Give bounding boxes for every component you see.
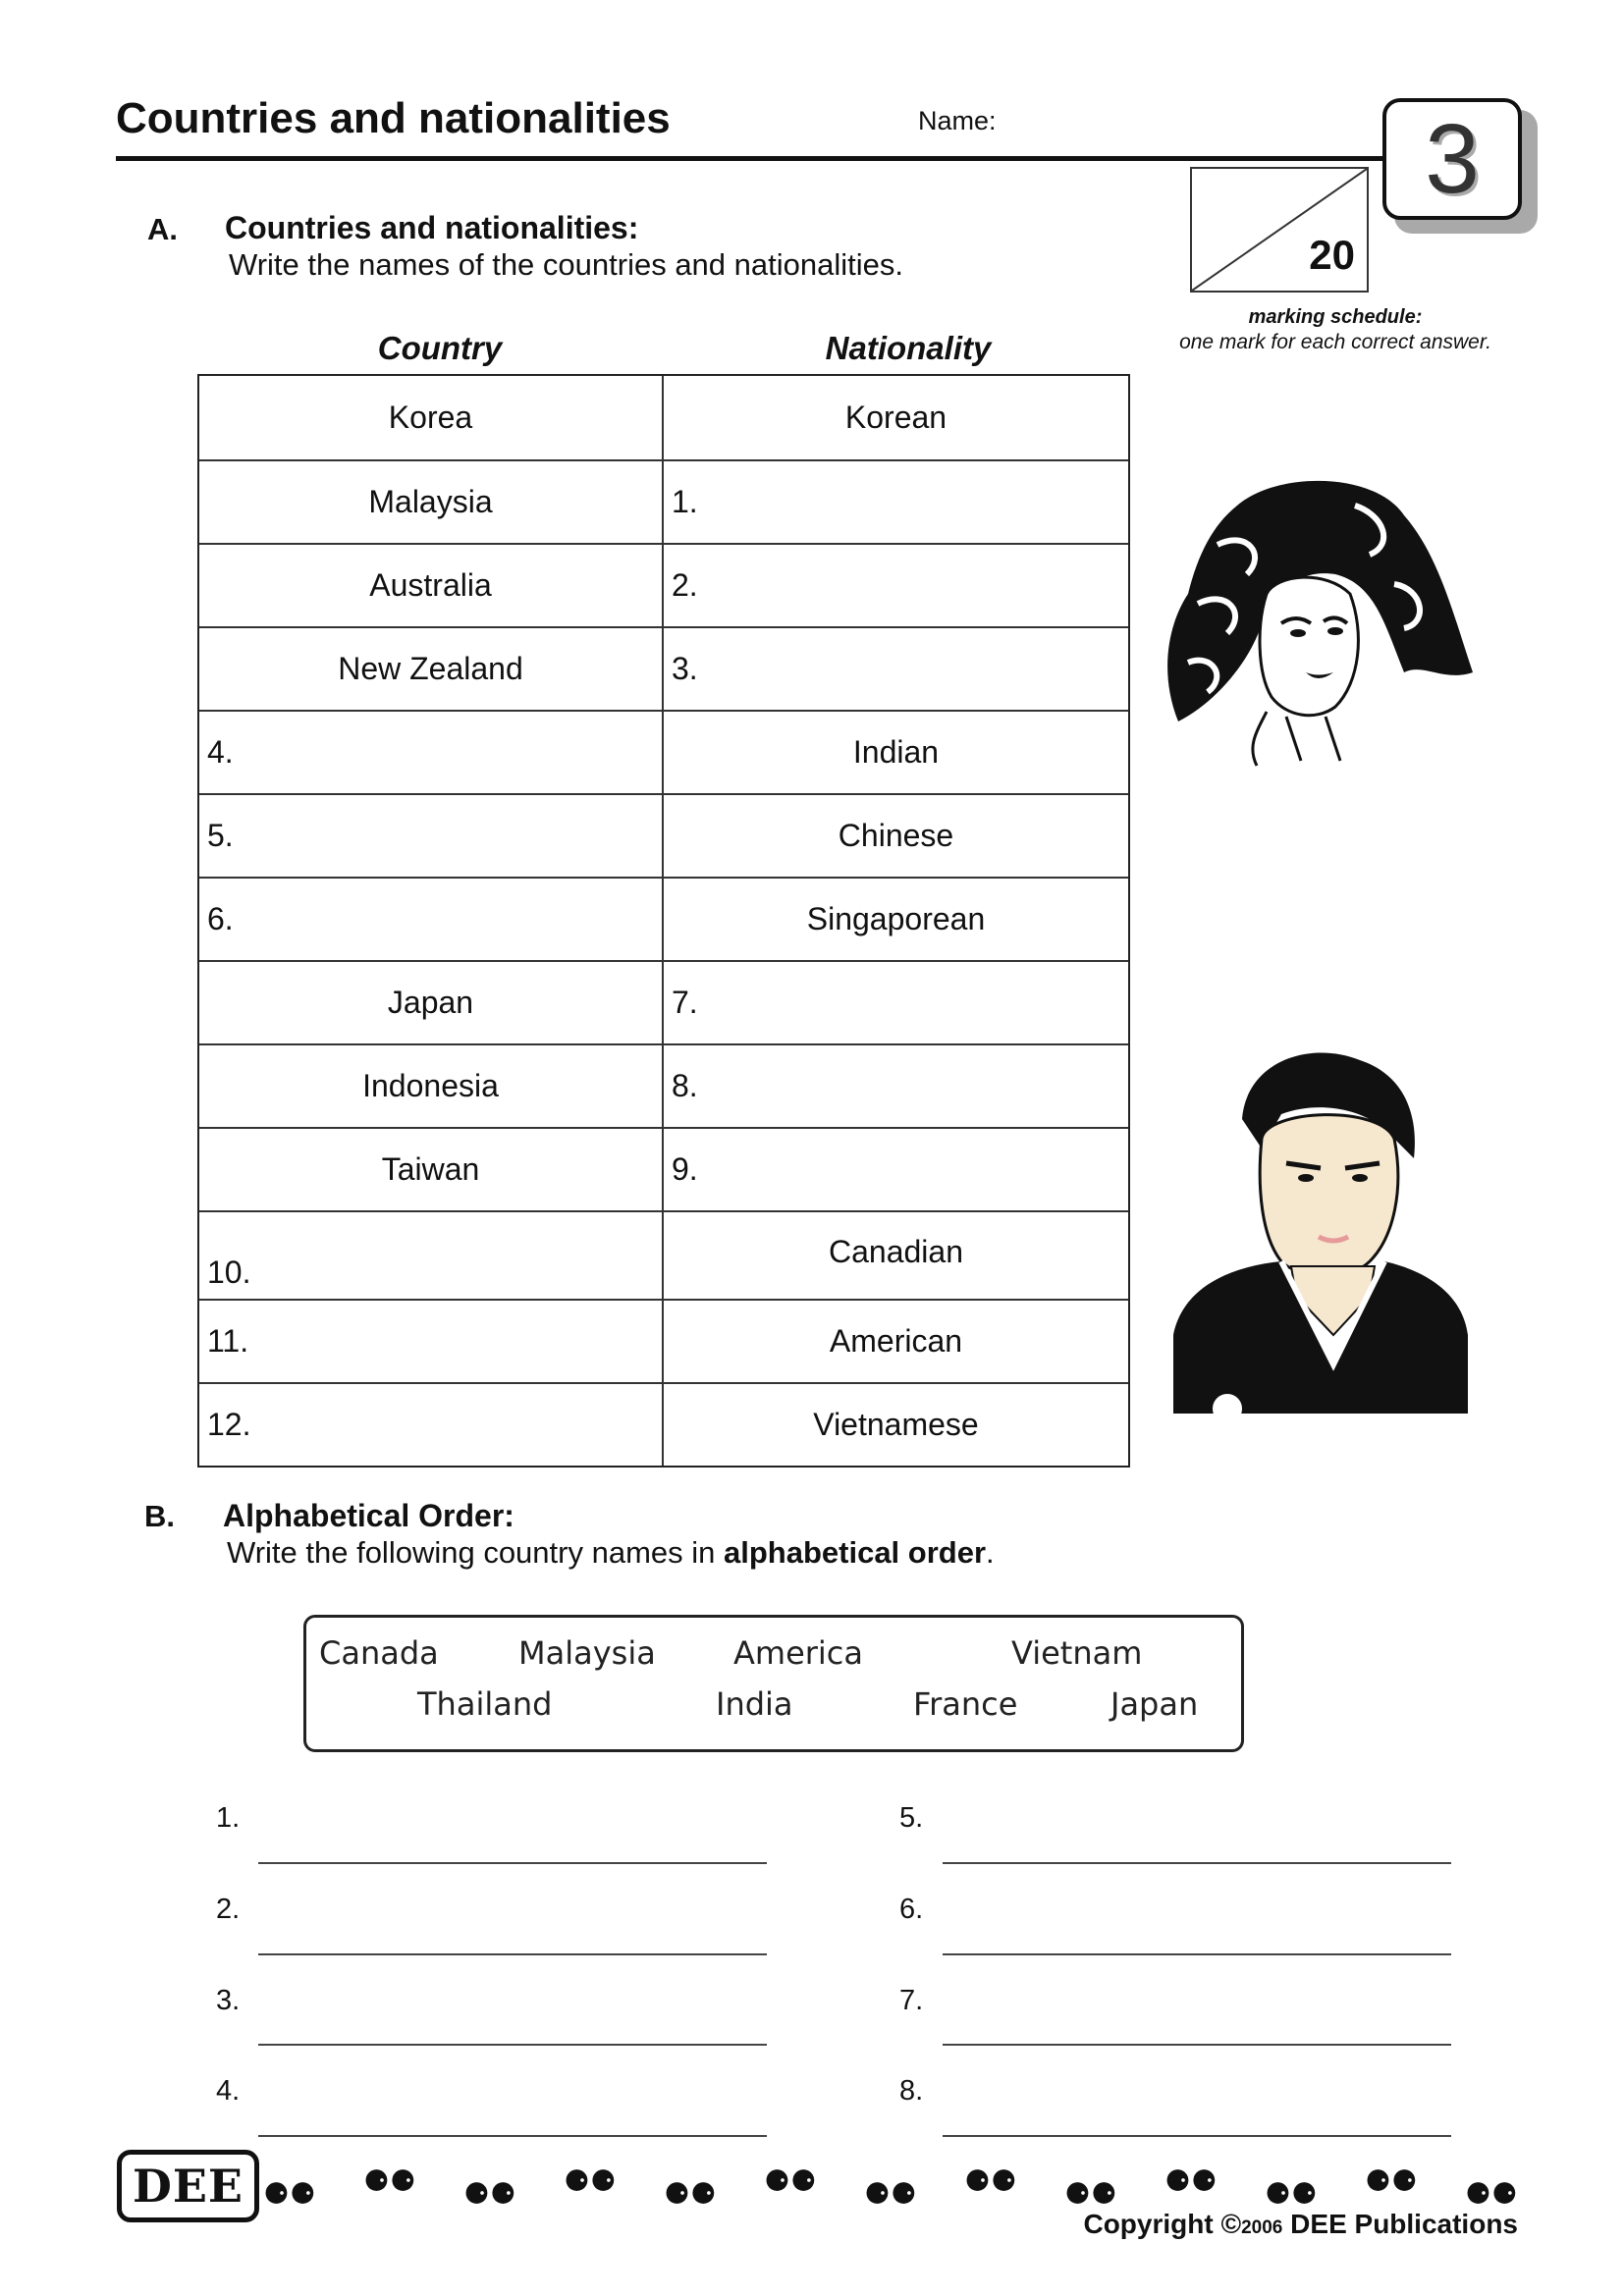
paw-print-icon: ⚈⚈	[1164, 2165, 1218, 2198]
table-row	[199, 459, 1128, 543]
country-cell: Malaysia	[199, 461, 664, 543]
table-row	[199, 543, 1128, 626]
nationality-cell: Chinese	[838, 818, 954, 853]
table-row	[199, 710, 1128, 793]
nationality-answer-cell[interactable]: 8.	[672, 1068, 698, 1103]
word-canada: Canada	[319, 1634, 439, 1672]
man-illustration	[1173, 1041, 1468, 1414]
paw-print-icon: ⚈⚈	[1265, 2178, 1318, 2211]
country-cell: Indonesia	[199, 1045, 664, 1127]
instruction-emphasis: alphabetical order	[724, 1535, 987, 1570]
table-row	[199, 1382, 1128, 1466]
table-row	[199, 1299, 1128, 1382]
instruction-end: .	[986, 1535, 995, 1570]
table-row	[199, 960, 1128, 1043]
copyright-year: 2006	[1241, 2217, 1283, 2238]
table-row	[199, 1127, 1128, 1210]
dee-logo: DEE	[117, 2150, 259, 2222]
country-answer-cell[interactable]: 6.	[199, 879, 664, 960]
country-cell: Australia	[199, 545, 664, 626]
answer-number: 8.	[899, 2075, 924, 2107]
answer-line[interactable]	[258, 1862, 767, 1864]
table-row	[199, 793, 1128, 877]
table-row	[199, 877, 1128, 960]
country-answer-cell[interactable]: 5.	[199, 795, 664, 877]
column-header-nationality: Nationality	[825, 330, 992, 366]
answer-line[interactable]	[943, 1862, 1451, 1864]
answer-line[interactable]	[943, 1953, 1451, 1955]
section-b-letter: B.	[144, 1499, 175, 1533]
column-header-country: Country	[377, 330, 503, 366]
name-label: Name:	[918, 106, 997, 135]
woman-illustration	[1159, 476, 1473, 771]
answer-line[interactable]	[258, 2044, 767, 2046]
country-cell: Japan	[199, 962, 664, 1043]
table-row	[199, 1043, 1128, 1127]
word-thailand: Thailand	[417, 1685, 553, 1723]
paw-print-icon: ⚈⚈	[1064, 2178, 1117, 2211]
paw-print-icon: ⚈⚈	[263, 2178, 316, 2211]
answer-line[interactable]	[258, 2135, 767, 2137]
marking-schedule-text: one mark for each correct answer.	[1179, 331, 1491, 353]
answer-number: 6.	[899, 1894, 924, 1925]
country-answer-cell[interactable]: 4.	[199, 712, 664, 793]
section-b-title: Alphabetical Order:	[223, 1498, 514, 1533]
instruction-text: Write the following country names in	[227, 1535, 724, 1570]
nationality-answer-cell[interactable]: 7.	[672, 985, 698, 1020]
nationality-cell: American	[829, 1323, 963, 1359]
score-total: 20	[1309, 232, 1355, 278]
answer-line[interactable]	[943, 2135, 1451, 2137]
country-answer-cell[interactable]: 10.	[199, 1212, 664, 1299]
paw-print-icon: ⚈⚈	[1365, 2165, 1418, 2198]
section-a-title: Countries and nationalities:	[225, 210, 639, 245]
paw-print-icon: ⚈⚈	[463, 2178, 516, 2211]
table-row	[199, 1210, 1128, 1299]
word-france: France	[913, 1685, 1018, 1723]
answer-line[interactable]	[258, 1953, 767, 1955]
answer-number: 4.	[216, 2075, 241, 2107]
country-cell: Taiwan	[199, 1129, 664, 1210]
nationality-cell: Vietnamese	[813, 1407, 979, 1442]
answer-number: 5.	[899, 1802, 924, 1834]
nationality-answer-cell[interactable]: 9.	[672, 1151, 698, 1187]
word-japan: Japan	[1110, 1685, 1199, 1723]
answer-number: 3.	[216, 1985, 241, 2016]
nationality-cell: Singaporean	[806, 901, 986, 936]
paw-print-icon: ⚈⚈	[964, 2165, 1017, 2198]
nationality-cell: Korean	[844, 400, 947, 435]
page-title: Countries and nationalities	[116, 94, 671, 142]
word-america: America	[733, 1634, 863, 1672]
answer-number: 7.	[899, 1985, 924, 2016]
nationality-cell: Canadian	[829, 1234, 963, 1269]
copyright-prefix: Copyright ©	[1083, 2209, 1242, 2239]
table-row	[199, 626, 1128, 710]
table-row	[199, 376, 1128, 459]
paw-print-icon: ⚈⚈	[1465, 2178, 1518, 2211]
section-a-letter: A.	[147, 212, 178, 246]
section-a-instruction: Write the names of the countries and nationalities.	[229, 247, 903, 282]
copyright-publisher: DEE Publications	[1282, 2209, 1518, 2239]
copyright-notice	[1021, 2209, 1518, 2240]
paw-print-icon: ⚈⚈	[664, 2178, 717, 2211]
header-rule	[116, 156, 1392, 161]
nationality-answer-cell[interactable]: 1.	[672, 484, 698, 519]
nationality-answer-cell[interactable]: 3.	[672, 651, 698, 686]
marking-schedule-title: marking schedule:	[1248, 306, 1423, 328]
countries-table	[197, 374, 1130, 1468]
country-answer-cell[interactable]: 11.	[199, 1301, 664, 1382]
word-india: India	[716, 1685, 793, 1723]
country-cell: Korea	[199, 376, 664, 459]
paw-print-icon: ⚈⚈	[864, 2178, 917, 2211]
nationality-answer-cell[interactable]: 2.	[672, 567, 698, 603]
paw-print-icon: ⚈⚈	[564, 2165, 617, 2198]
paw-print-icon: ⚈⚈	[764, 2165, 817, 2198]
answer-line[interactable]	[943, 2044, 1451, 2046]
word-malaysia: Malaysia	[518, 1634, 656, 1672]
answer-number: 1.	[216, 1802, 241, 1834]
word-vietnam: Vietnam	[1011, 1634, 1143, 1672]
section-b-instruction	[227, 1535, 995, 1571]
country-answer-cell[interactable]: 12.	[199, 1384, 664, 1466]
country-cell: New Zealand	[199, 628, 664, 710]
paw-print-icon: ⚈⚈	[363, 2165, 416, 2198]
nationality-cell: Indian	[852, 734, 940, 770]
answer-number: 2.	[216, 1894, 241, 1925]
unit-number: 3	[1425, 104, 1480, 214]
